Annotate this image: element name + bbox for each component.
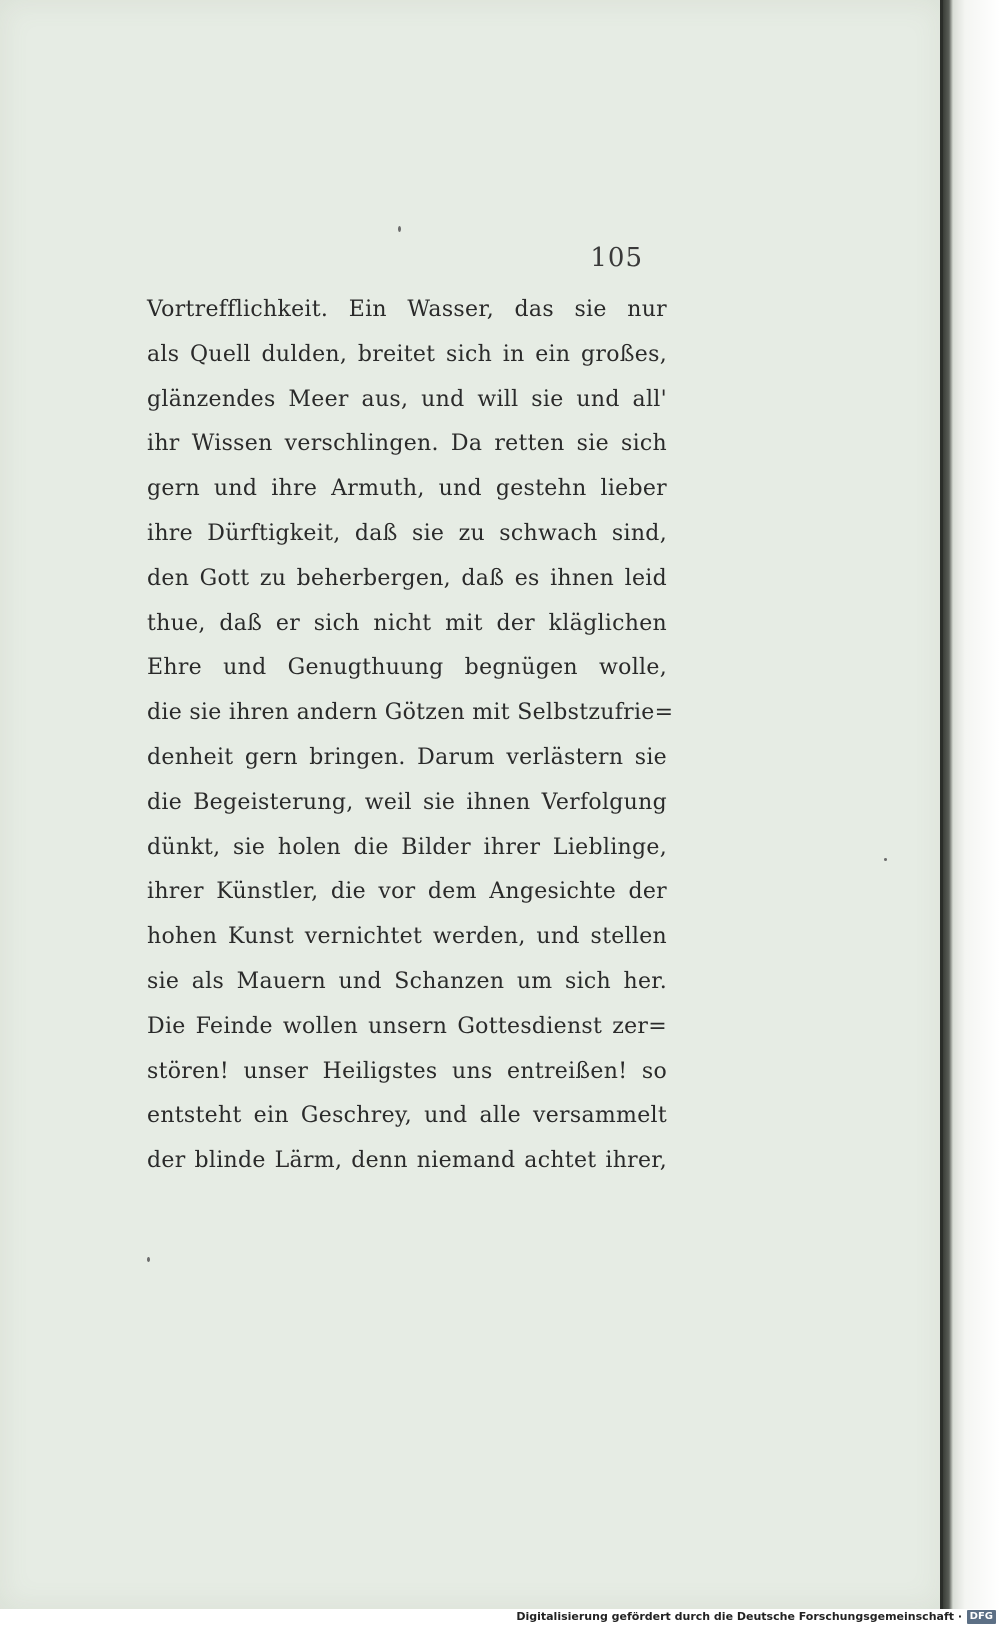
text-line: Ehre und Genugthuung begnügen wolle, xyxy=(147,655,667,681)
footer-credit: Digitalisierung gefördert durch die Deutsche Forschungsgemeinschaft · xyxy=(516,1610,962,1623)
text-line: denheit gern bringen. Darum verlästern sie xyxy=(147,744,667,770)
text-line: stören! unser Heiligstes uns entreißen! so xyxy=(147,1058,667,1084)
text-line: die sie ihren andern Götzen mit Selbstzufrie= xyxy=(147,700,674,726)
text-line: entsteht ein Geschrey, und alle versammelt xyxy=(147,1103,667,1129)
text-line: ihr Wissen verschlingen. Da retten sie sich xyxy=(147,431,667,457)
text-line: der blinde Lärm, denn niemand achtet ihrer, xyxy=(147,1148,667,1174)
text-line: sie als Mauern und Schanzen um sich her. xyxy=(147,968,667,994)
body-text xyxy=(147,288,674,1184)
paper-speck xyxy=(884,858,887,861)
text-line: thue, daß er sich nicht mit der kläglichen xyxy=(147,610,667,636)
page-number: 105 xyxy=(590,243,643,273)
text-line: gern und ihre Armuth, und gestehn lieber xyxy=(147,476,667,502)
text-line: dünkt, sie holen die Bilder ihrer Lieblinge, xyxy=(147,834,667,860)
footer-bar xyxy=(0,1609,1000,1626)
text-line: den Gott zu beherbergen, daß es ihnen leid xyxy=(147,565,667,591)
paper-speck xyxy=(398,226,401,232)
text-line: die Begeisterung, weil sie ihnen Verfolgung xyxy=(147,789,667,815)
dfg-logo: DFG xyxy=(967,1610,996,1624)
text-line: Vortrefflichkeit. Ein Wasser, das sie nur xyxy=(147,297,667,322)
text-line: als Quell dulden, breitet sich in ein großes, xyxy=(147,341,667,367)
text-line: Die Feinde wollen unsern Gottesdienst zer= xyxy=(147,1013,667,1039)
text-line: ihre Dürftigkeit, daß sie zu schwach sind, xyxy=(147,520,667,546)
text-line: ihrer Künstler, die vor dem Angesichte der xyxy=(147,879,667,905)
paper-speck xyxy=(147,1257,150,1262)
text-line: hohen Kunst vernichtet werden, und stellen xyxy=(147,924,667,950)
text-line: glänzendes Meer aus, und will sie und all' xyxy=(147,386,667,412)
scan-margin xyxy=(943,0,1000,1609)
